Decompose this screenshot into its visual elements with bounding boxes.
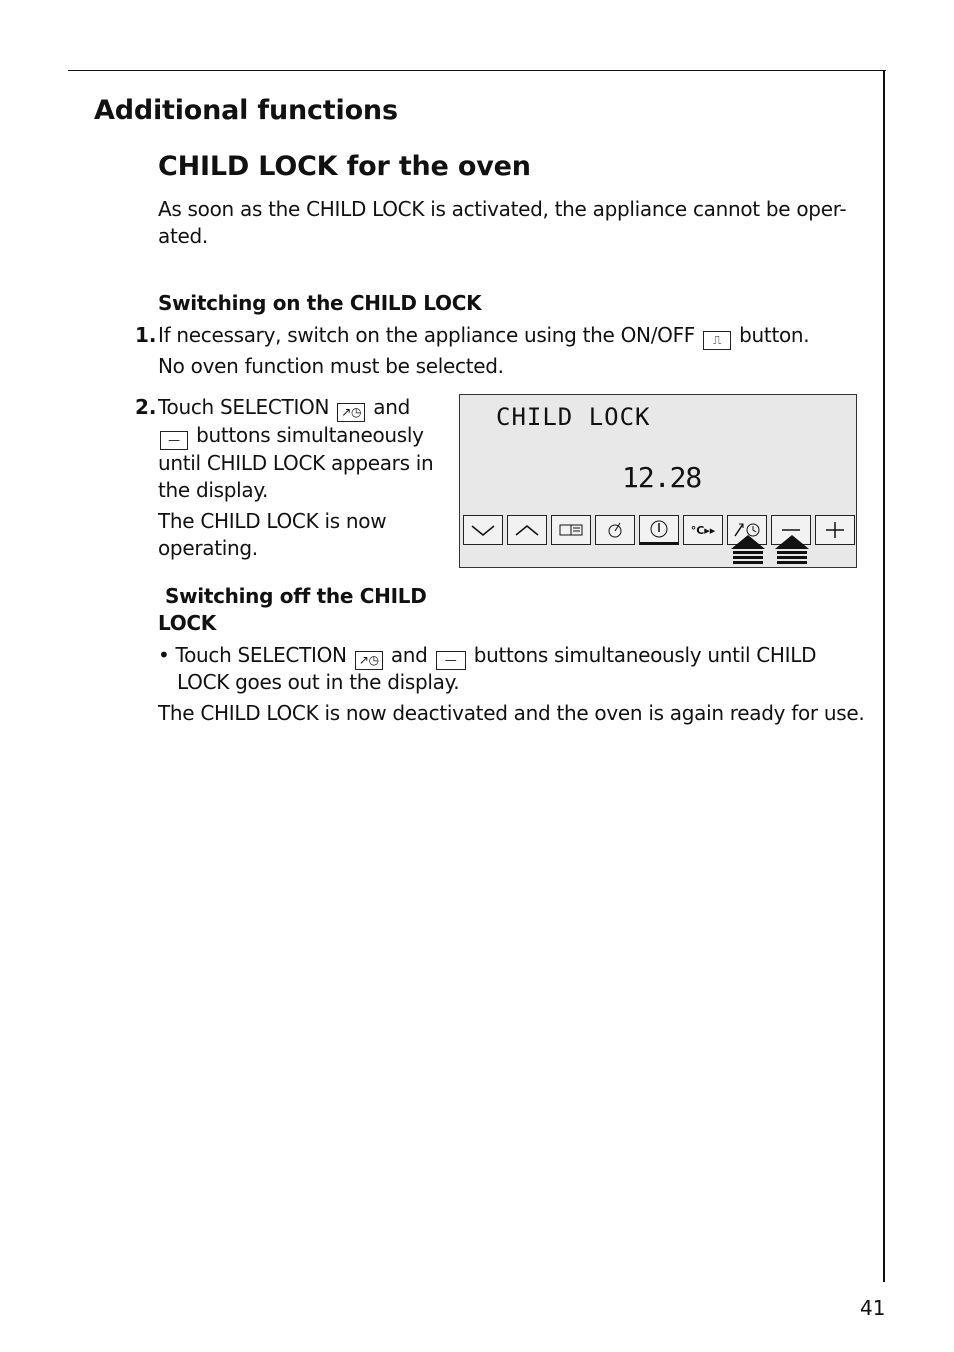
- switch-off-bullet-b: and: [390, 643, 428, 667]
- step-2-line-5: The CHILD LOCK is now: [158, 509, 387, 533]
- page-number: 41: [860, 1296, 886, 1320]
- fast-heat-icon: °C▸▸: [683, 515, 723, 545]
- step-2-line-1b: and: [373, 395, 411, 419]
- display-time: 12.28: [622, 461, 702, 494]
- control-panel-illustration: [459, 394, 857, 568]
- intro-paragraph: As soon as the CHILD LOCK is activated, the appliance cannot be oper- ated.: [158, 197, 847, 248]
- step-1-note: No oven function must be selected.: [158, 354, 504, 378]
- step-1-number: 1.: [135, 323, 157, 347]
- press-arrow-icon: [772, 535, 812, 567]
- step-2-text: [158, 394, 448, 562]
- display-title: CHILD LOCK: [496, 403, 651, 431]
- recipe-book-icon: [551, 515, 591, 545]
- switch-off-heading-line-2: LOCK: [158, 611, 217, 635]
- step-2-number: 2.: [135, 395, 157, 419]
- switch-off-bullet-c: buttons simultaneously until CHILD: [473, 643, 817, 667]
- right-rule: [883, 70, 885, 1282]
- chevron-down-icon: [463, 515, 503, 545]
- switch-off-bullet-a: • Touch SELECTION: [158, 643, 347, 667]
- timer-icon: [595, 515, 635, 545]
- switch-off-bullet: [158, 642, 816, 670]
- minus-icon: —: [436, 651, 466, 670]
- step-1-text: [158, 322, 809, 350]
- step-1-text-a: If necessary, switch on the appliance using the ON/OFF: [158, 323, 696, 347]
- step-2-line-3: until CHILD LOCK appears in: [158, 451, 434, 475]
- step-2-line-6: operating.: [158, 536, 258, 560]
- step-2-line-4: the display.: [158, 478, 269, 502]
- step-2-line-2: buttons simultaneously: [196, 423, 424, 447]
- switch-on-heading: Switching on the CHILD LOCK: [158, 291, 482, 315]
- on-off-icon: ⎍: [703, 331, 731, 350]
- switch-off-bullet-line-2: LOCK goes out in the display.: [177, 670, 460, 694]
- step-2-line-1a: Touch SELECTION: [158, 395, 330, 419]
- switch-off-heading: [158, 583, 427, 637]
- selection-icon: ↗◷: [337, 403, 365, 422]
- plus-icon: [815, 515, 855, 545]
- chevron-up-icon: [507, 515, 547, 545]
- section-title: Additional functions: [94, 95, 398, 126]
- selection-icon: ↗◷: [355, 651, 383, 670]
- switch-off-result: The CHILD LOCK is now deactivated and the oven is again ready for use.: [158, 701, 865, 725]
- switch-off-heading-line-1: Switching off the CHILD: [165, 584, 427, 608]
- page-title: CHILD LOCK for the oven: [158, 151, 531, 182]
- step-1-text-b: button.: [739, 323, 810, 347]
- minus-icon: —: [160, 431, 188, 450]
- on-off-icon: [639, 515, 679, 545]
- top-rule: [68, 70, 886, 71]
- press-arrow-icon: [728, 535, 768, 567]
